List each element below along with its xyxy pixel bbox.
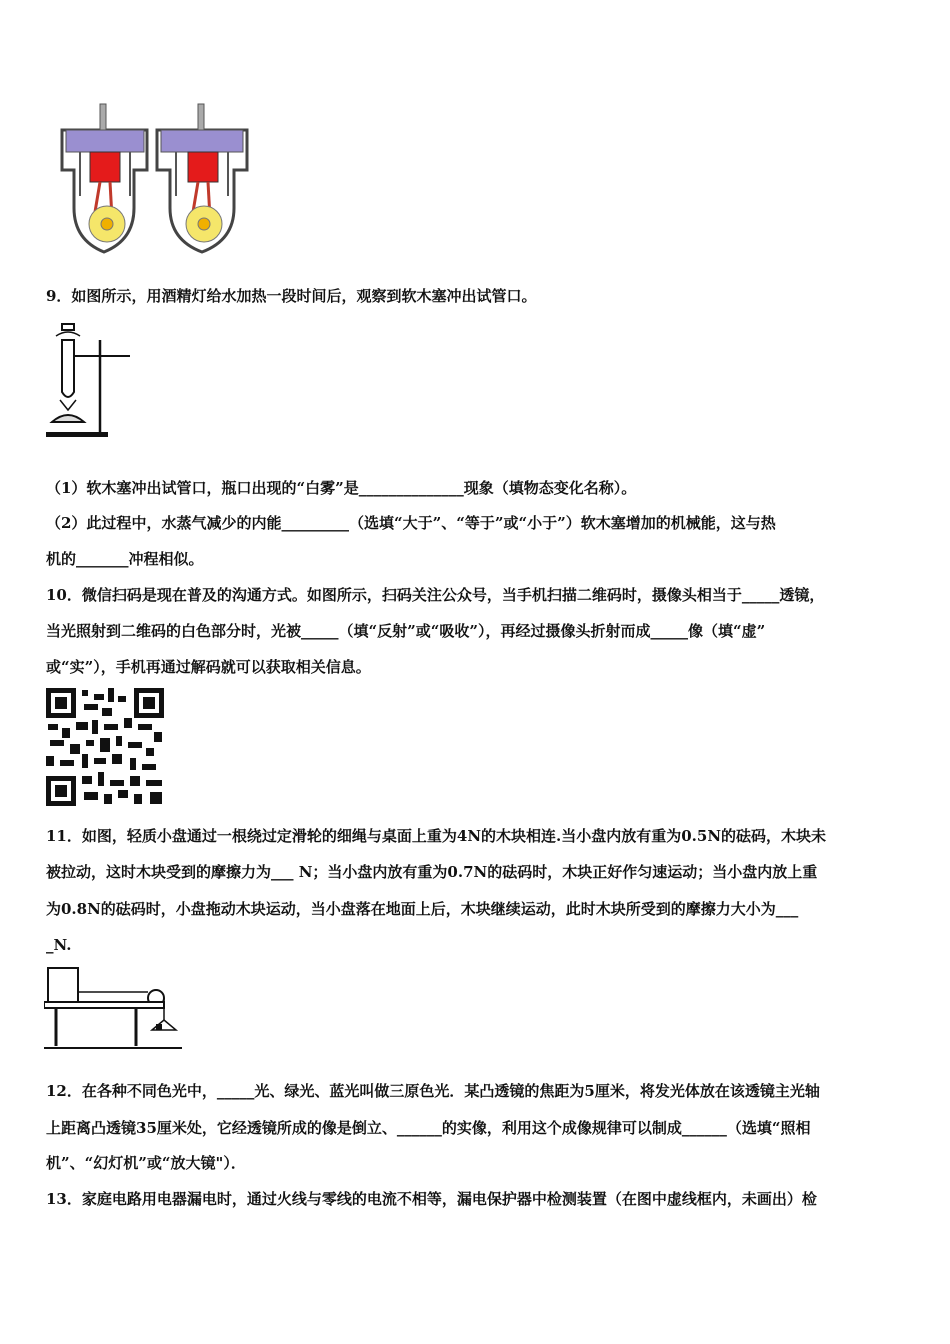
q13-line-1: 13．家庭电路用电器漏电时，通过火线与零线的电流不相等，漏电保护器中检测装置（在图中虚线框内，未画出）检 xyxy=(46,1190,817,1208)
engine-stroke-figures xyxy=(52,100,252,260)
q11-line-4: _N. xyxy=(46,936,72,954)
test-tube-apparatus-figure xyxy=(42,322,132,442)
q10-line-2: 当光照射到二维码的白色部分时，光被_____（填“反射”或“吸收”），再经过摄像头折射而成_____像（填“虚” xyxy=(46,622,766,640)
q11-line-2: 被拉动，这时木块受到的摩擦力为___ N；当小盘内放有重为0.7N的砝码时，木块正好作匀速运动；当小盘内放上重 xyxy=(46,863,818,881)
q10-line-3: 或“实”），手机再通过解码就可以获取相关信息。 xyxy=(46,658,371,676)
q12-line-1: 12．在各种不同色光中，_____光、绿光、蓝光叫做三原色光．某凸透镜的焦距为5厘米，将发光体放在该透镜主光轴 xyxy=(46,1082,820,1100)
q10-line-1: 10．微信扫码是现在普及的沟通方式。如图所示，扫码关注公众号，当手机扫描二维码时，摄像头相当于_____透镜， xyxy=(46,586,825,604)
q9-stem: 9．如图所示，用酒精灯给水加热一段时间后，观察到软木塞冲出试管口。 xyxy=(46,287,537,305)
q9-part-1: （1）软木塞冲出试管口，瓶口出现的“白雾”是______________现象（填物态变化名称）。 xyxy=(46,479,637,497)
q9-part-2-line-2: 机的_______冲程相似。 xyxy=(46,550,204,568)
qr-code-image xyxy=(46,688,164,806)
q9-part-2-line-1: （2）此过程中，水蒸气减少的内能_________（选填“大于”、“等于”或“小于”）软木塞增加的机械能，这与热 xyxy=(46,514,776,532)
q11-line-1: 11．如图，轻质小盘通过一根绕过定滑轮的细绳与桌面上重为4N的木块相连.当小盘内放有重为0.5N的砝码，木块未 xyxy=(46,827,827,845)
engine-cylinder-left xyxy=(62,104,147,252)
q12-line-3: 机”、“幻灯机”或“放大镜"）． xyxy=(46,1154,246,1172)
table-pulley-figure xyxy=(44,966,184,1054)
engine-cylinder-right xyxy=(157,104,247,252)
q11-line-3: 为0.8N的砝码时，小盘拖动木块运动，当小盘落在地面上后，木块继续运动，此时木块所受到的摩擦力大小为___ xyxy=(46,900,799,918)
q12-line-2: 上距离凸透镜35厘米处，它经透镜所成的像是倒立、______的实像，利用这个成像规律可以制成______（选填“照相 xyxy=(46,1119,811,1137)
